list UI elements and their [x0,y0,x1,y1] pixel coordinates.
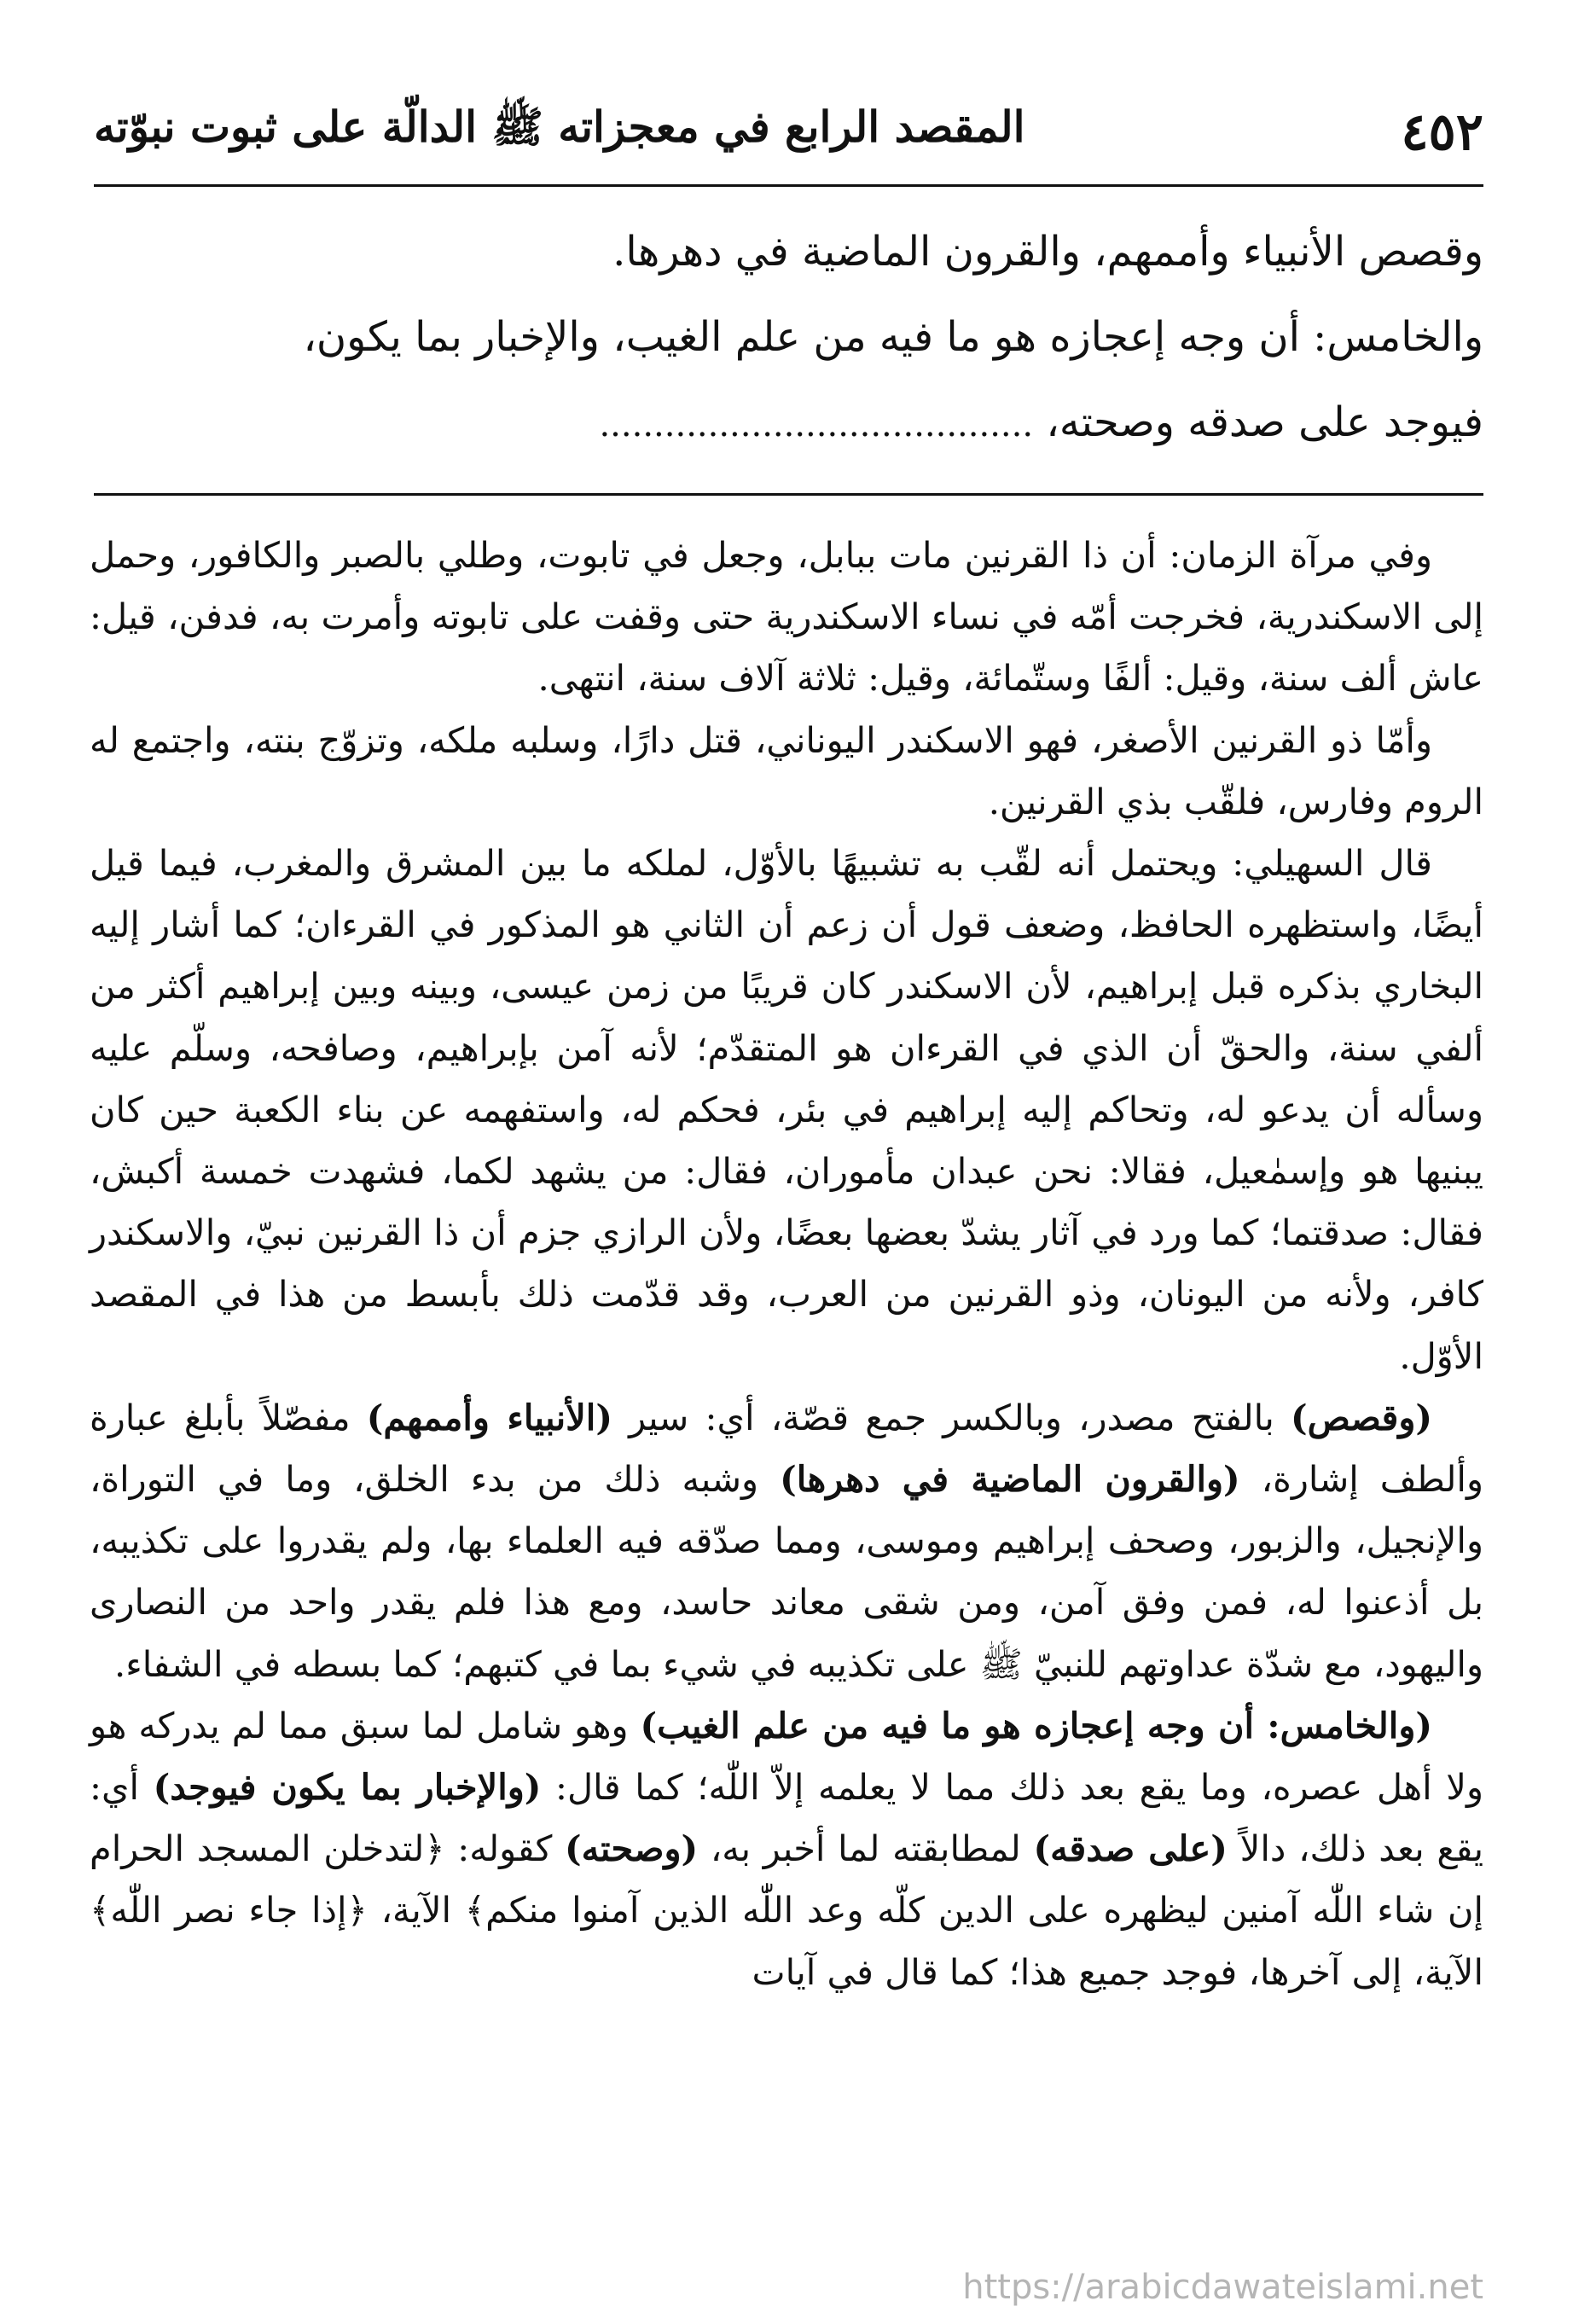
commentary-paragraph [90,1695,1483,2003]
matn-ellipsis: ........................................ [599,405,1034,444]
commentary-text [90,525,1483,2003]
commentary-paragraph: وأمّا ذو القرنين الأصغر، فهو الاسكندر اليوناني، قتل دارًا، وسلبه ملكه، وتزوّج بنته، واجتمع له الروم وفارس، فلقّب بذي القرنين. [90,718,1483,822]
matn-quote: (وصحته) [565,1827,699,1870]
matn-quote: (على صدقه) [1033,1827,1228,1870]
commentary-span: كقوله: ﴿لتدخلن المسجد الحرام إن شاء اللّٰه آمنين ليظهره على الدين كلّه وعد اللّٰه الذين آمنوا منكم﴾ الآية، ﴿إذا جاء نصر اللّٰه﴾ الآية، إلى آخرها، فوجد جميع هذا؛ كما قال في آيات [90,1827,1483,1993]
commentary-span: مفصّلاً بأبلغ عبارة وألطف إشارة، [90,1396,1483,1501]
header-rule [94,184,1483,187]
watermark-url: https://arabicdawateislami.net [962,2268,1483,2307]
commentary-span: لمطابقته لما أخبر به، [698,1827,1034,1870]
commentary-span: وشبه ذلك من بدء الخلق، وما في التوراة، والإنجيل، والزبور، وصحف إبراهيم وموسى، ومما صدّقه فيه العلماء بها، ولم يقدروا على تكذيبه، بل أذعنوا له، فمن وفق آمن، ومن شقى معاند حاسد، ومع هذا فلم يقدر واحد من النصارى واليهود، مع شدّة عداوتهم للنبيّ ﷺ على تكذيبه في شيء بما في كتبهم؛ كما بسطه في الشفاء. [90,1458,1483,1685]
matn-quote: (والخامس: أن وجه إعجازه هو ما فيه من علم الغيب) [640,1704,1432,1746]
page-header [94,85,1483,179]
matn-line [102,380,1483,468]
matn-quote: (الأنبياء وأممهم) [366,1396,612,1438]
matn-quote: (وقصص) [1291,1396,1432,1438]
commentary-paragraph: وفي مرآة الزمان: أن ذا القرنين مات ببابل، وجعل في تابوت، وطلي بالصبر والكافور، وحمل إلى الاسكندرية، فخرجت أمّه في نساء الاسكندرية حتى وقفت على تابوته وأمرت به، فدفن، قيل: عاش ألف سنة، وقيل: ألفًا وستّمائة، وقيل: ثلاثة آلاف سنة، انتهى. [90,534,1483,700]
matn-line-text: فيوجد على صدقه وصحته، [1046,398,1483,446]
page-number: ٤٥٢ [1401,102,1483,162]
matn-quote: (والإخبار بما يكون فيوجد) [153,1766,542,1809]
matn-line: وقصص الأنبياء وأممهم، والقرون الماضية في دهرها. [612,228,1483,276]
separator-rule [94,493,1483,496]
commentary-span: وهو شامل لما سبق مما لم يدركه هو ولا أهل عصره، وما يقع بعد ذلك مما لا يعلمه إلاّ اللّٰه؛ كما قال: [90,1704,1483,1809]
running-title: المقصد الرابع في معجزاته ﷺ الدالّة على ثبوت نبوّته [94,102,1025,152]
matn-text [102,209,1483,468]
commentary-paragraph [90,1387,1483,1695]
commentary-paragraph: قال السهيلي: ويحتمل أنه لقّب به تشبيهًا بالأوّل، لملكه ما بين المشرق والمغرب، فيما قيل أيضًا، واستظهره الحافظ، وضعف قول أن زعم أن الثاني هو المذكور في القرءان؛ كما أشار إليه البخاري بذكره قبل إبراهيم، لأن الاسكندر كان قريبًا من زمن عيسى، وبينه وبين إبراهيم أكثر من ألفي سنة، والحقّ أن الذي في القرءان هو المتقدّم؛ لأنه آمن بإبراهيم، وصافحه، وسلّم عليه وسأله أن يدعو له، وتحاكم إليه إبراهيم في بئر، فحكم له، واستفهمه عن بناء الكعبة حين كان يبنيها هو وإسمٰعيل، فقالا: نحن عبدان مأموران، فقال: من يشهد لكما، فشهدت خمسة أكبش، فقال: صدقتما؛ كما ورد في آثار يشدّ بعضها بعضًا، ولأن الرازي جزم أن ذا القرنين نبيّ، والاسكندر كافر، ولأنه من اليونان، وذو القرنين من العرب، وقد قدّمت ذلك بأبسط من هذا في المقصد الأوّل. [90,842,1483,1377]
commentary-span: أي: يقع بعد ذلك، دالاً [90,1766,1483,1870]
matn-quote: (والقرون الماضية في دهرها) [780,1458,1240,1501]
commentary-span: بالفتح مصدر، وبالكسر جمع قصّة، أي: سير [612,1396,1291,1438]
matn-line: والخامس: أن وجه إعجازه هو ما فيه من علم الغيب، والإخبار بما يكون، [303,313,1483,361]
